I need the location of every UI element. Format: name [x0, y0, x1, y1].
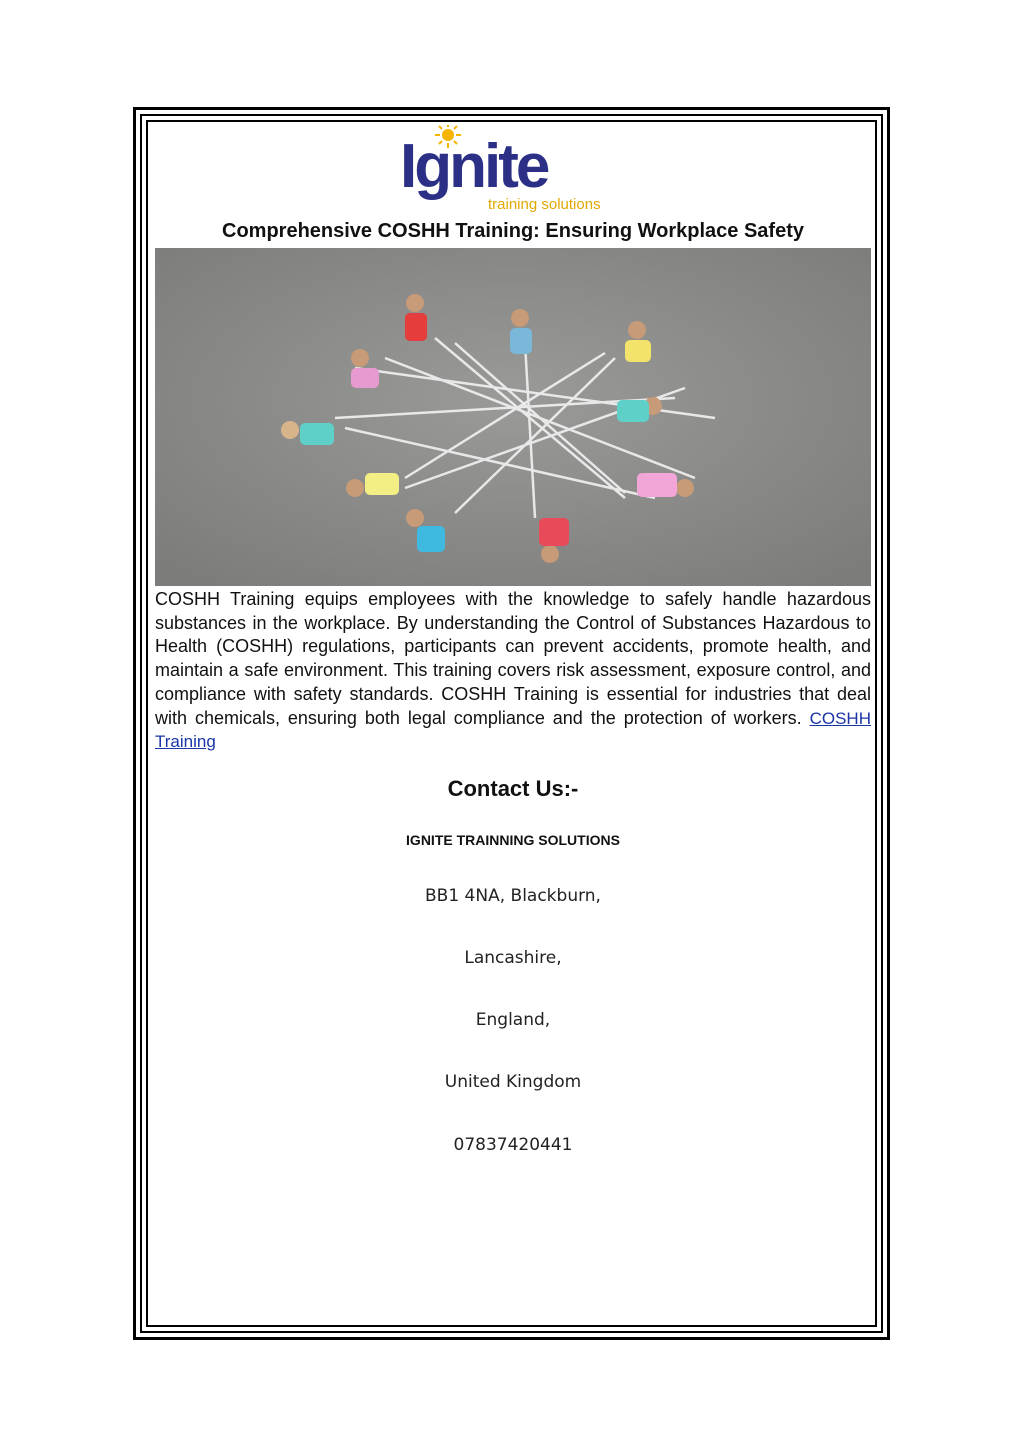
address-line-1: BB1 4NA, Blackburn,: [425, 886, 601, 906]
address-line-2: Lancashire,: [464, 948, 562, 968]
address-line-4: United Kingdom: [444, 1072, 582, 1092]
company-name: IGNITE TRAINNING SOLUTIONS: [406, 832, 620, 848]
logo-tagline: training solutions: [488, 196, 601, 213]
team-with-ropes-photo: [155, 248, 871, 586]
phone-number: 07837420441: [453, 1135, 573, 1155]
contact-heading: Contact Us:-: [447, 776, 579, 801]
coshh-training-link[interactable]: COSHH Training: [155, 708, 871, 752]
ignite-logo: [400, 125, 620, 213]
paragraph-text: COSHH Training equips employees with the knowledge to safely handle hazardous substances in the workplace. By understanding the Control of Substances Hazardous to Health (COSHH) regulations, participants can prevent accidents, promote health, and maintain a safe environment. This training covers risk assessment, exposure control, and compliance with safety standards. COSHH Training is essential for industries that deal with chemicals, ensuring both legal compliance and the protection of workers.: [155, 589, 871, 728]
address-line-3: England,: [475, 1010, 551, 1030]
logo-wordmark: Ignite: [400, 132, 548, 201]
page-title: Comprehensive COSHH Training: Ensuring Workplace Safety: [222, 220, 804, 242]
intro-paragraph: [155, 588, 871, 754]
